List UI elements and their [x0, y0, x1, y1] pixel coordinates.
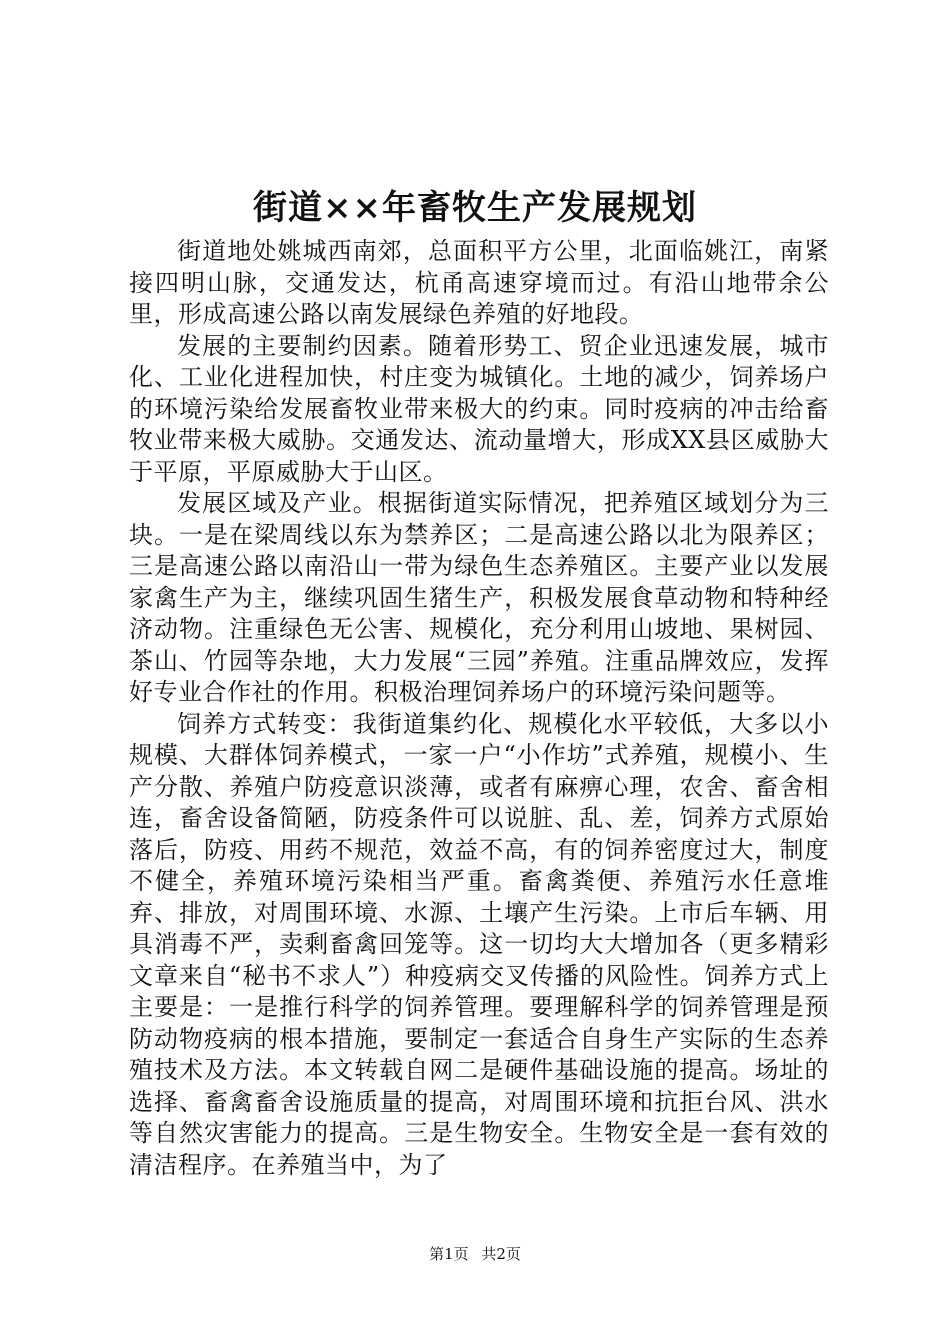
document-title: 街道××年畜牧生产发展规划 [253, 188, 697, 228]
page-footer [0, 1244, 950, 1264]
document-body [129, 236, 829, 1181]
paragraph-breeding-methods: 饲养方式转变：我街道集约化、规模化水平较低，大多以小规模、大群体饲养模式，一家一户“小作坊”式养殖，规模小、生产分散、养殖户防疫意识淡薄，或者有麻痹心理，农舍、畜舍相连，畜舍设备简陋，防疫条件可以说脏、乱、差，饲养方式原始落后，防疫、用药不规范，效益不高，有的饲养密度过大，制度不健全，养殖环境污染相当严重。畜禽粪便、养殖污水任意堆弃、排放，对周围环境、水源、土壤产生污染。上市后车辆、用具消毒不严，卖剩畜禽回笼等。这一切均大大增加各（更多精彩文章来自“秘书不求人”）种疫病交叉传播的风险性。饲养方式上主要是：一是推行科学的饲养管理。要理解科学的饲养管理是预防动物疫病的根本措施，要制定一套适合自身生产实际的生态养殖技术及方法。本文转载自网二是硬件基础设施的提高。场址的选择、畜禽畜舍设施质量的提高，对周围环境和抗拒台风、洪水等自然灾害能力的提高。三是生物安全。生物安全是一套有效的清洁程序。在养殖当中，为了 [129, 709, 829, 1179]
paragraph-location: 街道地处姚城西南郊，总面积平方公里，北面临姚江，南紧接四明山脉，交通发达，杭甬高速穿境而过。有沿山地带余公里，形成高速公路以南发展绿色养殖的好地段。 [129, 237, 829, 328]
paragraph-regions: 发展区域及产业。根据街道实际情况，把养殖区域划分为三块。一是在梁周线以东为禁养区；二是高速公路以北为限养区；三是高速公路以南沿山一带为绿色生态养殖区。主要产业以发展家禽生产为主，继续巩固生猪生产，积极发展食草动物和特种经济动物。注重绿色无公害、规模化，充分利用山坡地、果树园、茶山、竹园等杂地，大力发展“三园”养殖。注重品牌效应，发挥好专业合作社的作用。积极治理饲养场户的环境污染问题等。 [129, 489, 829, 706]
current-page-number: 第1页 [429, 1245, 469, 1263]
paragraph-constraints: 发展的主要制约因素。随着形势工、贸企业迅速发展，城市化、工业化进程加快，村庄变为城镇化。土地的减少，饲养场户的环境污染给发展畜牧业带来极大的约束。同时疫病的冲击给畜牧业带来极大威胁。交通发达、流动量增大，形成XX县区威胁大于平原，平原威胁大于山区。 [129, 331, 829, 486]
total-page-count: 共2页 [481, 1245, 521, 1263]
